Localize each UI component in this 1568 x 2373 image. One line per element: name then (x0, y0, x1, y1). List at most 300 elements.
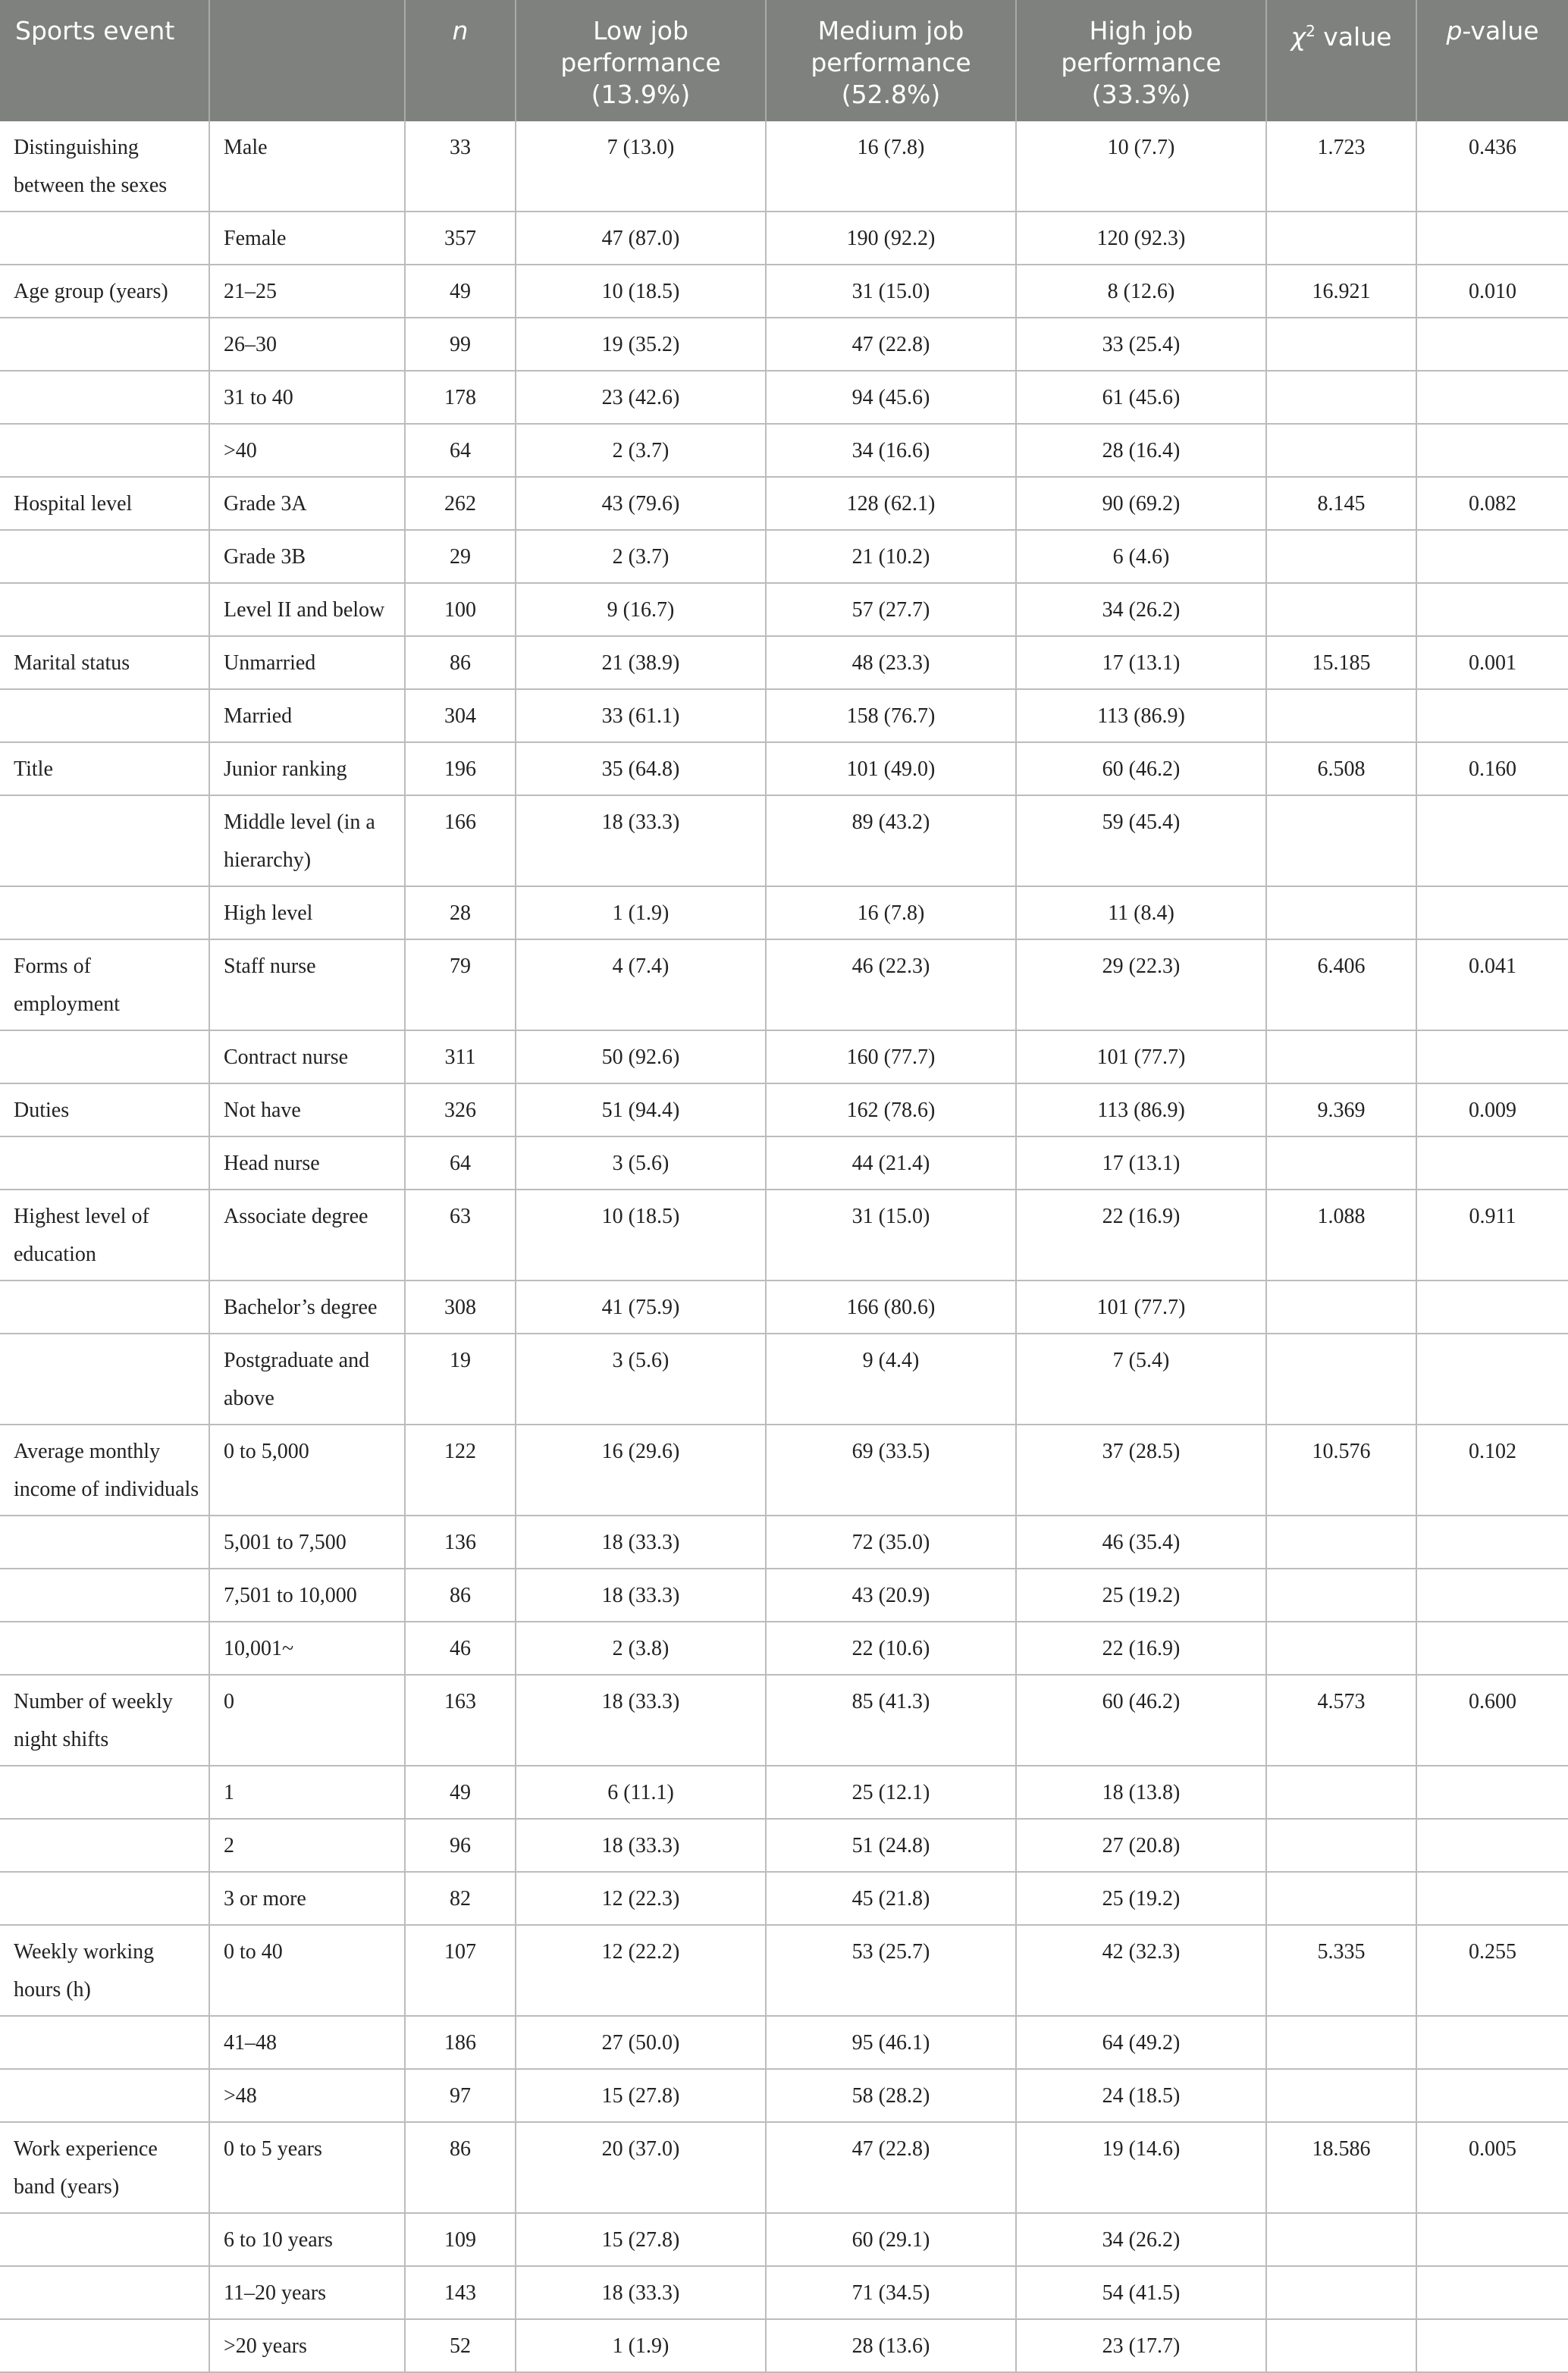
cell-event (0, 2069, 209, 2122)
cell-event (0, 886, 209, 939)
cell-high: 18 (13.8) (1016, 1766, 1266, 1819)
cell-p-value (1416, 530, 1568, 583)
cell-low: 10 (18.5) (516, 265, 766, 318)
table-row (0, 689, 1568, 742)
cell-low: 21 (38.9) (516, 636, 766, 689)
cell-p-value (1416, 2016, 1568, 2069)
table-row (0, 318, 1568, 371)
table-row (0, 121, 1568, 212)
table-row (0, 1083, 1568, 1136)
cell-chi2 (1266, 1030, 1416, 1083)
cell-p-value: 0.436 (1416, 121, 1568, 212)
table-row (0, 477, 1568, 530)
cell-category: 0 to 5 years (209, 2122, 405, 2213)
cell-high: 19 (14.6) (1016, 2122, 1266, 2213)
cell-high: 113 (86.9) (1016, 689, 1266, 742)
cell-p-value: 0.600 (1416, 1675, 1568, 1766)
cell-high: 42 (32.3) (1016, 1925, 1266, 2016)
cell-n: 136 (405, 1516, 516, 1569)
cell-n: 308 (405, 1281, 516, 1334)
cell-p-value (1416, 424, 1568, 477)
cell-event (0, 2016, 209, 2069)
cell-p-value: 0.005 (1416, 2122, 1568, 2213)
table-row (0, 939, 1568, 1030)
cell-low: 35 (64.8) (516, 742, 766, 795)
cell-high: 25 (19.2) (1016, 1872, 1266, 1925)
cell-p-value (1416, 1569, 1568, 1622)
cell-low: 27 (50.0) (516, 2016, 766, 2069)
cell-category: 5,001 to 7,500 (209, 1516, 405, 1569)
table-row (0, 742, 1568, 795)
cell-p-value (1416, 583, 1568, 636)
cell-category: Staff nurse (209, 939, 405, 1030)
cell-low: 33 (61.1) (516, 689, 766, 742)
cell-high: 8 (12.6) (1016, 265, 1266, 318)
cell-category: Level II and below (209, 583, 405, 636)
cell-n: 262 (405, 477, 516, 530)
cell-category: Not have (209, 1083, 405, 1136)
cell-low: 7 (13.0) (516, 121, 766, 212)
cell-category: 0 to 40 (209, 1925, 405, 2016)
table-row (0, 1766, 1568, 1819)
cell-event: Title (0, 742, 209, 795)
cell-medium: 47 (22.8) (766, 318, 1016, 371)
cell-p-value: 0.160 (1416, 742, 1568, 795)
cell-high: 11 (8.4) (1016, 886, 1266, 939)
cell-chi2: 5.335 (1266, 1925, 1416, 2016)
cell-event: Highest level of education (0, 1190, 209, 1281)
cell-low: 47 (87.0) (516, 212, 766, 265)
cell-n: 82 (405, 1872, 516, 1925)
cell-low: 51 (94.4) (516, 1083, 766, 1136)
header-p-value (1416, 0, 1568, 121)
cell-category: Bachelor’s degree (209, 1281, 405, 1334)
cell-chi2: 6.508 (1266, 742, 1416, 795)
cell-n: 163 (405, 1675, 516, 1766)
cell-high: 120 (92.3) (1016, 212, 1266, 265)
cell-medium: 46 (22.3) (766, 939, 1016, 1030)
cell-n: 326 (405, 1083, 516, 1136)
cell-category: Female (209, 212, 405, 265)
cell-medium: 128 (62.1) (766, 477, 1016, 530)
cell-high: 25 (19.2) (1016, 1569, 1266, 1622)
cell-medium: 58 (28.2) (766, 2069, 1016, 2122)
cell-n: 96 (405, 1819, 516, 1872)
cell-chi2 (1266, 2266, 1416, 2319)
cell-event: Duties (0, 1083, 209, 1136)
cell-low: 15 (27.8) (516, 2069, 766, 2122)
table-row (0, 1425, 1568, 1516)
cell-low: 6 (11.1) (516, 1766, 766, 1819)
cell-medium: 71 (34.5) (766, 2266, 1016, 2319)
cell-event (0, 2319, 209, 2372)
cell-low: 2 (3.7) (516, 530, 766, 583)
cell-chi2 (1266, 2213, 1416, 2266)
cell-low: 10 (18.5) (516, 1190, 766, 1281)
cell-high: 28 (16.4) (1016, 424, 1266, 477)
table-row (0, 530, 1568, 583)
cell-event: Forms of employment (0, 939, 209, 1030)
cell-p-value: 0.009 (1416, 1083, 1568, 1136)
cell-medium: 85 (41.3) (766, 1675, 1016, 1766)
cell-n: 97 (405, 2069, 516, 2122)
cell-event (0, 1872, 209, 1925)
cell-high: 24 (18.5) (1016, 2069, 1266, 2122)
cell-chi2: 1.723 (1266, 121, 1416, 212)
p-suffix: -value (1462, 16, 1539, 45)
table-row (0, 1281, 1568, 1334)
cell-event (0, 1766, 209, 1819)
cell-p-value (1416, 1872, 1568, 1925)
cell-category: Unmarried (209, 636, 405, 689)
cell-p-value: 0.102 (1416, 1425, 1568, 1516)
table-row (0, 1334, 1568, 1425)
cell-p-value (1416, 795, 1568, 886)
cell-n: 29 (405, 530, 516, 583)
cell-event: Average monthly income of individuals (0, 1425, 209, 1516)
cell-chi2: 8.145 (1266, 477, 1416, 530)
table-row (0, 2122, 1568, 2213)
table-row (0, 2319, 1568, 2372)
cell-low: 23 (42.6) (516, 371, 766, 424)
cell-low: 3 (5.6) (516, 1136, 766, 1190)
cell-high: 101 (77.7) (1016, 1030, 1266, 1083)
table-row (0, 1872, 1568, 1925)
table-row (0, 1675, 1568, 1766)
cell-event (0, 371, 209, 424)
cell-p-value (1416, 2213, 1568, 2266)
cell-n: 33 (405, 121, 516, 212)
cell-n: 63 (405, 1190, 516, 1281)
cell-low: 18 (33.3) (516, 1819, 766, 1872)
cell-category: High level (209, 886, 405, 939)
cell-chi2 (1266, 2319, 1416, 2372)
cell-high: 17 (13.1) (1016, 1136, 1266, 1190)
cell-category: Junior ranking (209, 742, 405, 795)
cell-p-value: 0.082 (1416, 477, 1568, 530)
cell-medium: 25 (12.1) (766, 1766, 1016, 1819)
cell-n: 46 (405, 1622, 516, 1675)
cell-high: 54 (41.5) (1016, 2266, 1266, 2319)
cell-medium: 158 (76.7) (766, 689, 1016, 742)
cell-n: 186 (405, 2016, 516, 2069)
cell-high: 59 (45.4) (1016, 795, 1266, 886)
table-row (0, 2016, 1568, 2069)
cell-low: 15 (27.8) (516, 2213, 766, 2266)
cell-n: 79 (405, 939, 516, 1030)
chi-superscript: 2 (1306, 22, 1316, 40)
cell-p-value (1416, 2266, 1568, 2319)
cell-chi2 (1266, 212, 1416, 265)
cell-category: 6 to 10 years (209, 2213, 405, 2266)
cell-medium: 160 (77.7) (766, 1030, 1016, 1083)
cell-p-value: 0.255 (1416, 1925, 1568, 2016)
cell-n: 304 (405, 689, 516, 742)
cell-chi2 (1266, 1819, 1416, 1872)
header-n: n (405, 0, 516, 121)
cell-chi2 (1266, 1516, 1416, 1569)
cell-event: Marital status (0, 636, 209, 689)
cell-p-value (1416, 1819, 1568, 1872)
table-row (0, 1569, 1568, 1622)
cell-medium: 16 (7.8) (766, 121, 1016, 212)
cell-category: 3 or more (209, 1872, 405, 1925)
cell-high: 90 (69.2) (1016, 477, 1266, 530)
cell-medium: 72 (35.0) (766, 1516, 1016, 1569)
cell-low: 43 (79.6) (516, 477, 766, 530)
cell-n: 122 (405, 1425, 516, 1516)
cell-high: 61 (45.6) (1016, 371, 1266, 424)
cell-category: 0 to 5,000 (209, 1425, 405, 1516)
cell-n: 357 (405, 212, 516, 265)
cell-medium: 60 (29.1) (766, 2213, 1016, 2266)
cell-medium: 166 (80.6) (766, 1281, 1016, 1334)
cell-p-value (1416, 1281, 1568, 1334)
header-chi2 (1266, 0, 1416, 121)
cell-medium: 22 (10.6) (766, 1622, 1016, 1675)
cell-event (0, 212, 209, 265)
cell-event (0, 689, 209, 742)
cell-low: 4 (7.4) (516, 939, 766, 1030)
cell-event (0, 2266, 209, 2319)
table-row (0, 1516, 1568, 1569)
cell-high: 27 (20.8) (1016, 1819, 1266, 1872)
cell-high: 10 (7.7) (1016, 121, 1266, 212)
cell-medium: 45 (21.8) (766, 1872, 1016, 1925)
cell-event (0, 1334, 209, 1425)
cell-event (0, 1569, 209, 1622)
table-row (0, 1819, 1568, 1872)
table-row (0, 636, 1568, 689)
cell-chi2 (1266, 2016, 1416, 2069)
cell-chi2 (1266, 795, 1416, 886)
cell-p-value (1416, 212, 1568, 265)
cell-n: 86 (405, 636, 516, 689)
cell-high: 34 (26.2) (1016, 583, 1266, 636)
cell-category: 0 (209, 1675, 405, 1766)
cell-low: 41 (75.9) (516, 1281, 766, 1334)
cell-low: 18 (33.3) (516, 1675, 766, 1766)
table-row (0, 1622, 1568, 1675)
cell-category: 31 to 40 (209, 371, 405, 424)
cell-p-value (1416, 689, 1568, 742)
table-row (0, 1136, 1568, 1190)
cell-low: 2 (3.7) (516, 424, 766, 477)
cell-chi2 (1266, 1622, 1416, 1675)
cell-p-value (1416, 2319, 1568, 2372)
cell-category: Grade 3B (209, 530, 405, 583)
header-sports-event: Sports event (0, 0, 209, 121)
cell-n: 64 (405, 1136, 516, 1190)
cell-category: >40 (209, 424, 405, 477)
cell-category: 41–48 (209, 2016, 405, 2069)
cell-high: 22 (16.9) (1016, 1622, 1266, 1675)
cell-low: 18 (33.3) (516, 2266, 766, 2319)
cell-low: 2 (3.8) (516, 1622, 766, 1675)
cell-high: 64 (49.2) (1016, 2016, 1266, 2069)
table-row (0, 583, 1568, 636)
cell-category: >48 (209, 2069, 405, 2122)
cell-event: Distinguishing between the sexes (0, 121, 209, 212)
cell-chi2 (1266, 371, 1416, 424)
cell-category: Middle level (in a hierarchy) (209, 795, 405, 886)
cell-p-value (1416, 1516, 1568, 1569)
cell-low: 9 (16.7) (516, 583, 766, 636)
cell-event (0, 318, 209, 371)
header-row (0, 0, 1568, 121)
cell-medium: 47 (22.8) (766, 2122, 1016, 2213)
cell-n: 99 (405, 318, 516, 371)
cell-medium: 51 (24.8) (766, 1819, 1016, 1872)
cell-high: 101 (77.7) (1016, 1281, 1266, 1334)
cell-medium: 34 (16.6) (766, 424, 1016, 477)
table-row (0, 212, 1568, 265)
cell-event (0, 530, 209, 583)
cell-medium: 94 (45.6) (766, 371, 1016, 424)
cell-n: 196 (405, 742, 516, 795)
cell-low: 19 (35.2) (516, 318, 766, 371)
header-medium: Medium job performance (52.8%) (766, 0, 1016, 121)
cell-n: 49 (405, 265, 516, 318)
cell-high: 46 (35.4) (1016, 1516, 1266, 1569)
cell-high: 17 (13.1) (1016, 636, 1266, 689)
cell-medium: 16 (7.8) (766, 886, 1016, 939)
cell-p-value (1416, 2069, 1568, 2122)
cell-medium: 101 (49.0) (766, 742, 1016, 795)
cell-p-value (1416, 1334, 1568, 1425)
cell-category: >20 years (209, 2319, 405, 2372)
cell-n: 86 (405, 1569, 516, 1622)
cell-low: 12 (22.2) (516, 1925, 766, 2016)
cell-chi2: 16.921 (1266, 265, 1416, 318)
header-category (209, 0, 405, 121)
cell-chi2 (1266, 424, 1416, 477)
cell-n: 178 (405, 371, 516, 424)
cell-n: 86 (405, 2122, 516, 2213)
cell-event: Number of weekly night shifts (0, 1675, 209, 1766)
cell-chi2 (1266, 2069, 1416, 2122)
cell-low: 20 (37.0) (516, 2122, 766, 2213)
cell-medium: 31 (15.0) (766, 1190, 1016, 1281)
cell-p-value: 0.041 (1416, 939, 1568, 1030)
cell-event: Age group (years) (0, 265, 209, 318)
cell-n: 19 (405, 1334, 516, 1425)
cell-event: Hospital level (0, 477, 209, 530)
cell-low: 1 (1.9) (516, 2319, 766, 2372)
p-prefix: p (1446, 16, 1463, 45)
cell-medium: 31 (15.0) (766, 265, 1016, 318)
cell-low: 18 (33.3) (516, 795, 766, 886)
cell-high: 37 (28.5) (1016, 1425, 1266, 1516)
cell-p-value (1416, 1030, 1568, 1083)
cell-high: 6 (4.6) (1016, 530, 1266, 583)
cell-category: 26–30 (209, 318, 405, 371)
table-row (0, 371, 1568, 424)
cell-p-value (1416, 318, 1568, 371)
cell-n: 166 (405, 795, 516, 886)
table-row (0, 2266, 1568, 2319)
cell-category: Male (209, 121, 405, 212)
cell-medium: 21 (10.2) (766, 530, 1016, 583)
cell-chi2: 18.586 (1266, 2122, 1416, 2213)
cell-event (0, 1281, 209, 1334)
table-row (0, 265, 1568, 318)
cell-chi2: 9.369 (1266, 1083, 1416, 1136)
cell-medium: 53 (25.7) (766, 1925, 1016, 2016)
table-row (0, 1190, 1568, 1281)
cell-medium: 9 (4.4) (766, 1334, 1016, 1425)
cell-p-value (1416, 371, 1568, 424)
cell-medium: 162 (78.6) (766, 1083, 1016, 1136)
cell-low: 3 (5.6) (516, 1334, 766, 1425)
table-row (0, 1925, 1568, 2016)
cell-low: 16 (29.6) (516, 1425, 766, 1516)
cell-high: 113 (86.9) (1016, 1083, 1266, 1136)
cell-chi2: 4.573 (1266, 1675, 1416, 1766)
cell-medium: 28 (13.6) (766, 2319, 1016, 2372)
cell-n: 49 (405, 1766, 516, 1819)
cell-chi2 (1266, 1334, 1416, 1425)
table-row (0, 886, 1568, 939)
cell-chi2 (1266, 1766, 1416, 1819)
cell-n: 109 (405, 2213, 516, 2266)
cell-category: Grade 3A (209, 477, 405, 530)
cell-chi2 (1266, 886, 1416, 939)
cell-n: 64 (405, 424, 516, 477)
cell-chi2 (1266, 1281, 1416, 1334)
cell-p-value (1416, 1136, 1568, 1190)
cell-category: Associate degree (209, 1190, 405, 1281)
cell-chi2: 15.185 (1266, 636, 1416, 689)
cell-low: 18 (33.3) (516, 1516, 766, 1569)
table-row (0, 1030, 1568, 1083)
cell-chi2 (1266, 689, 1416, 742)
cell-event (0, 1622, 209, 1675)
cell-chi2: 1.088 (1266, 1190, 1416, 1281)
cell-p-value: 0.911 (1416, 1190, 1568, 1281)
cell-p-value: 0.010 (1416, 265, 1568, 318)
header-high: High job performance (33.3%) (1016, 0, 1266, 121)
cell-n: 143 (405, 2266, 516, 2319)
cell-category: Married (209, 689, 405, 742)
cell-n: 107 (405, 1925, 516, 2016)
cell-chi2 (1266, 318, 1416, 371)
cell-chi2 (1266, 1569, 1416, 1622)
cell-chi2: 10.576 (1266, 1425, 1416, 1516)
table-row (0, 424, 1568, 477)
table-row (0, 795, 1568, 886)
cell-chi2 (1266, 1136, 1416, 1190)
cell-medium: 190 (92.2) (766, 212, 1016, 265)
cell-medium: 57 (27.7) (766, 583, 1016, 636)
cell-category: 21–25 (209, 265, 405, 318)
cell-category: 2 (209, 1819, 405, 1872)
cell-event (0, 1819, 209, 1872)
cell-p-value (1416, 1766, 1568, 1819)
cell-high: 60 (46.2) (1016, 742, 1266, 795)
cell-high: 7 (5.4) (1016, 1334, 1266, 1425)
cell-event (0, 1030, 209, 1083)
cell-high: 34 (26.2) (1016, 2213, 1266, 2266)
cell-n: 52 (405, 2319, 516, 2372)
cell-medium: 89 (43.2) (766, 795, 1016, 886)
cell-chi2 (1266, 583, 1416, 636)
cell-category: Head nurse (209, 1136, 405, 1190)
cell-p-value (1416, 886, 1568, 939)
cell-high: 29 (22.3) (1016, 939, 1266, 1030)
table-row (0, 2213, 1568, 2266)
cell-medium: 69 (33.5) (766, 1425, 1016, 1516)
